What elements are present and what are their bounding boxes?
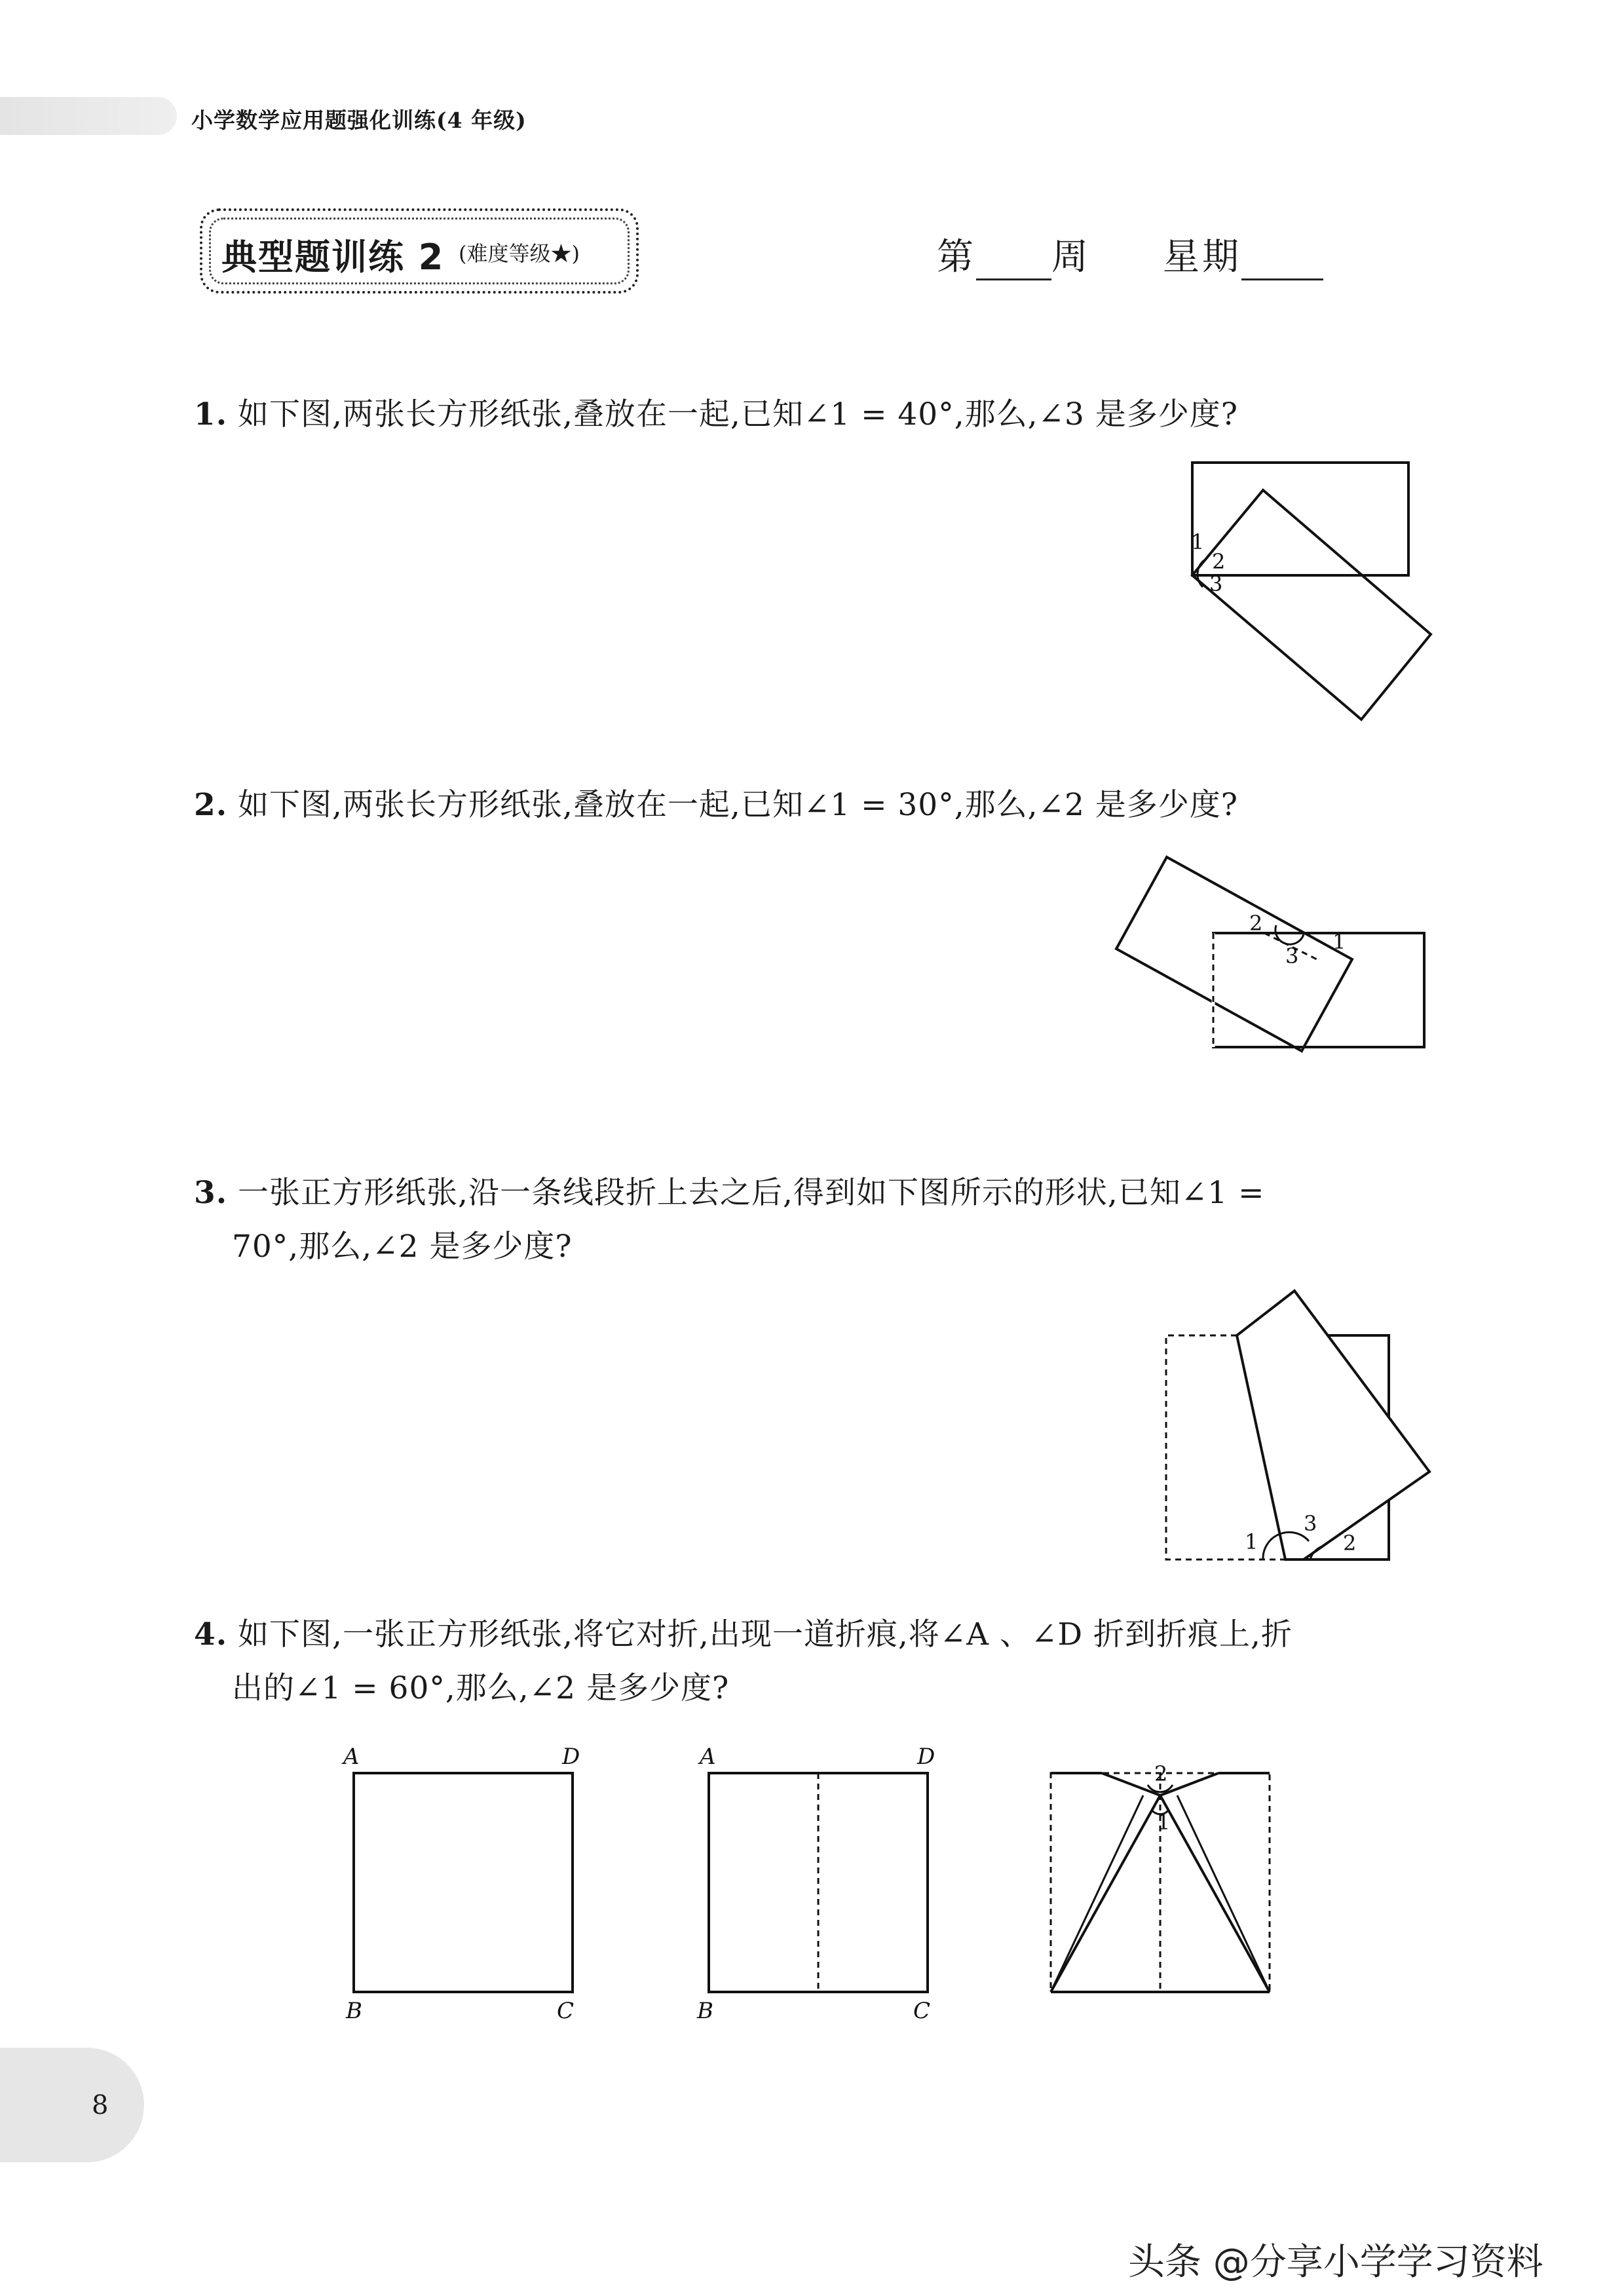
- question-2: [194, 778, 1452, 832]
- corner-label-b: B: [346, 1998, 362, 2024]
- angle-label: 2: [1212, 549, 1226, 574]
- watermark: 头条 @分享小学学习资料: [1128, 2241, 1543, 2284]
- question-text: 一张正方形纸张,沿一条线段折上去之后,得到如下图所示的形状,已知∠1 =: [238, 1175, 1265, 1211]
- weekday-label: 星期: [1163, 236, 1241, 278]
- question-3: [194, 1166, 1452, 1274]
- question-number: 4.: [194, 1617, 228, 1653]
- figure-q3: [1153, 1284, 1441, 1573]
- figure-q1: [1166, 452, 1454, 727]
- question-1: [194, 388, 1452, 442]
- section-title: 典型题训练 2: [221, 237, 445, 278]
- week-blank[interactable]: [976, 247, 1051, 280]
- angle-label: 2: [1154, 1761, 1168, 1786]
- page-tab: [0, 2048, 144, 2162]
- figure-q2: [1101, 845, 1435, 1081]
- question-number: 3.: [194, 1175, 228, 1211]
- corner-label-b: B: [697, 1998, 713, 2024]
- corner-label-c: C: [913, 1998, 931, 2024]
- angle-label: 1: [1157, 1810, 1171, 1835]
- angle-label: 3: [1304, 1511, 1317, 1536]
- rect-rotated: [1116, 857, 1352, 1051]
- book-title: 小学数学应用题强化训练(4 年级): [191, 107, 527, 133]
- figure-q4: [328, 1730, 1310, 2031]
- question-text: 如下图,两张长方形纸张,叠放在一起,已知∠1 = 40°,那么,∠3 是多少度?: [238, 396, 1239, 432]
- week-line: [937, 228, 1323, 280]
- week-di: 第: [937, 236, 976, 278]
- question-text: 如下图,一张正方形纸张,将它对折,出现一道折痕,将∠A 、∠D 折到折痕上,折: [238, 1617, 1293, 1653]
- difficulty-label: (难度等级★): [459, 241, 580, 266]
- week-zhou: 周: [1051, 236, 1091, 278]
- corner-label-c: C: [557, 1998, 575, 2024]
- square-original: [354, 1773, 573, 1992]
- header-band: [0, 97, 177, 135]
- question-number: 2.: [194, 787, 228, 823]
- question-text-line2: 出的∠1 = 60°,那么,∠2 是多少度?: [232, 1670, 730, 1706]
- question-text: 如下图,两张长方形纸张,叠放在一起,已知∠1 = 30°,那么,∠2 是多少度?: [238, 787, 1239, 823]
- corner-label-d: D: [917, 1744, 935, 1770]
- question-text-line2: 70°,那么,∠2 是多少度?: [232, 1229, 573, 1265]
- question-4: [194, 1608, 1452, 1715]
- question-number: 1.: [194, 396, 228, 432]
- corner-label-a: A: [343, 1744, 360, 1770]
- corner-label-d: D: [562, 1744, 580, 1770]
- rect-horizontal: [1213, 933, 1424, 1047]
- page-number: 8: [92, 2090, 109, 2120]
- weekday-blank[interactable]: [1241, 247, 1323, 280]
- angle-label: 3: [1285, 944, 1299, 968]
- rect-rotated: [1192, 490, 1431, 719]
- corner-label-a: A: [700, 1744, 716, 1770]
- angle-label: 2: [1343, 1531, 1357, 1556]
- angle-label: 3: [1209, 571, 1223, 596]
- folded-flap: [1237, 1291, 1429, 1559]
- angle-label: 1: [1191, 529, 1205, 554]
- angle-label: 2: [1249, 911, 1263, 936]
- angle-label: 1: [1332, 929, 1346, 954]
- angle-label: 1: [1245, 1529, 1258, 1554]
